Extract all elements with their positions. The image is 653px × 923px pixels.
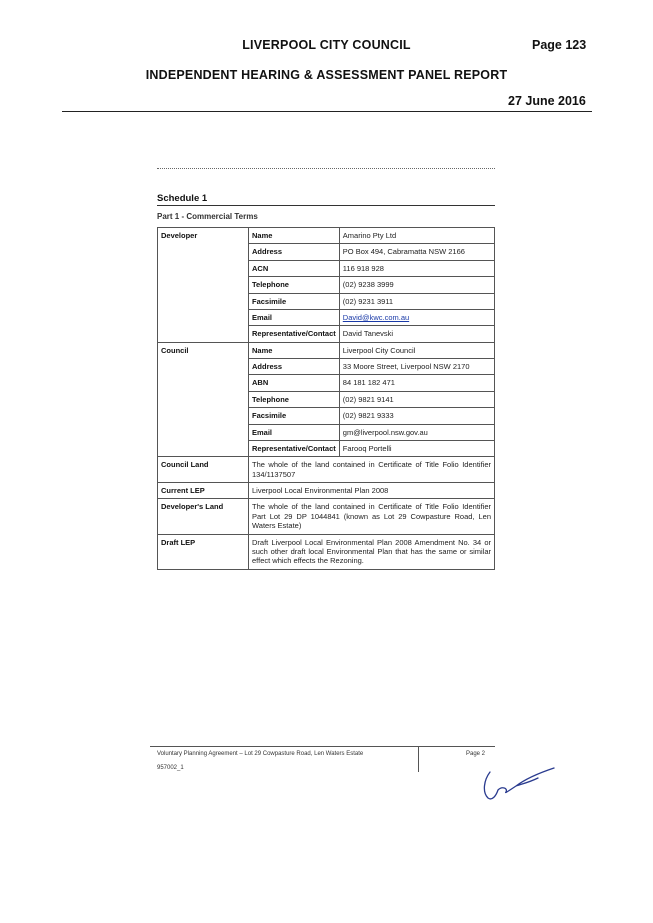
field-value: David Tanevski: [339, 326, 494, 342]
field-label: ABN: [249, 375, 340, 391]
section-label: Council Land: [158, 457, 249, 483]
signature-icon: [476, 766, 566, 811]
field-value: (02) 9821 9141: [339, 391, 494, 407]
header-divider: [62, 111, 592, 112]
field-label: Facsimile: [249, 408, 340, 424]
field-label: Facsimile: [249, 293, 340, 309]
section-label: Developer: [158, 228, 249, 343]
footer-document-code: 957002_1: [157, 765, 184, 771]
field-label: Address: [249, 359, 340, 375]
field-label: ACN: [249, 260, 340, 276]
dotted-divider: [157, 168, 495, 169]
table-row: [158, 483, 495, 499]
footer-separator: [418, 746, 419, 772]
report-title: INDEPENDENT HEARING & ASSESSMENT PANEL REPORT: [145, 68, 508, 82]
field-value: (02) 9231 3911: [339, 293, 494, 309]
developer-email-link[interactable]: David@kwc.com.au: [342, 312, 410, 322]
field-value: [339, 309, 494, 325]
footer-divider: [150, 746, 495, 747]
section-value: The whole of the land contained in Certificate of Title Folio Identifier 134/1137507: [249, 457, 495, 483]
section-value: Liverpool Local Environmental Plan 2008: [249, 483, 495, 499]
table-row: [158, 228, 495, 244]
table-row: [158, 499, 495, 534]
report-date: 27 June 2016: [508, 94, 586, 108]
field-value: PO Box 494, Cabramatta NSW 2166: [339, 244, 494, 260]
field-label: Representative/Contact: [249, 326, 340, 342]
field-value: Farooq Portelli: [339, 440, 494, 456]
field-value: 116 918 928: [339, 260, 494, 276]
section-label: Draft LEP: [158, 534, 249, 569]
field-label: Address: [249, 244, 340, 260]
field-label: Email: [249, 309, 340, 325]
section-value: The whole of the land contained in Certificate of Title Folio Identifier Part Lot 29 DP 1044841 (known as Lot 29 Cowpasture Road, Len Waters Estate): [249, 499, 495, 534]
field-value: gm@liverpool.nsw.gov.au: [339, 424, 494, 440]
footer-agreement-title: Voluntary Planning Agreement – Lot 29 Cowpasture Road, Len Waters Estate: [157, 751, 364, 757]
commercial-terms-table: [157, 227, 495, 570]
field-value: 84 181 182 471: [339, 375, 494, 391]
field-label: Name: [249, 342, 340, 358]
field-label: Name: [249, 228, 340, 244]
footer-page-number: Page 2: [466, 751, 486, 757]
field-label: Telephone: [249, 391, 340, 407]
field-value: (02) 9238 3999: [339, 277, 494, 293]
table-row: [158, 342, 495, 358]
council-name-header: LIVERPOOL CITY COUNCIL: [242, 38, 411, 52]
schedule-divider: [157, 205, 495, 206]
page-number: Page 123: [532, 38, 587, 52]
field-value: 33 Moore Street, Liverpool NSW 2170: [339, 359, 494, 375]
table-row: [158, 534, 495, 569]
section-label: Developer's Land: [158, 499, 249, 534]
section-label: Current LEP: [158, 483, 249, 499]
part-title: Part 1 - Commercial Terms: [157, 212, 258, 221]
table-row: [158, 457, 495, 483]
field-label: Representative/Contact: [249, 440, 340, 456]
field-value: Amarino Pty Ltd: [339, 228, 494, 244]
field-label: Email: [249, 424, 340, 440]
field-label: Telephone: [249, 277, 340, 293]
field-value: Liverpool City Council: [339, 342, 494, 358]
field-value: (02) 9821 9333: [339, 408, 494, 424]
schedule-title: Schedule 1: [157, 193, 208, 204]
section-value: Draft Liverpool Local Environmental Plan 2008 Amendment No. 34 or such other draft local Environmental Plan that has the same or similar effect which effects the Rezoning.: [249, 534, 495, 569]
section-label: Council: [158, 342, 249, 457]
